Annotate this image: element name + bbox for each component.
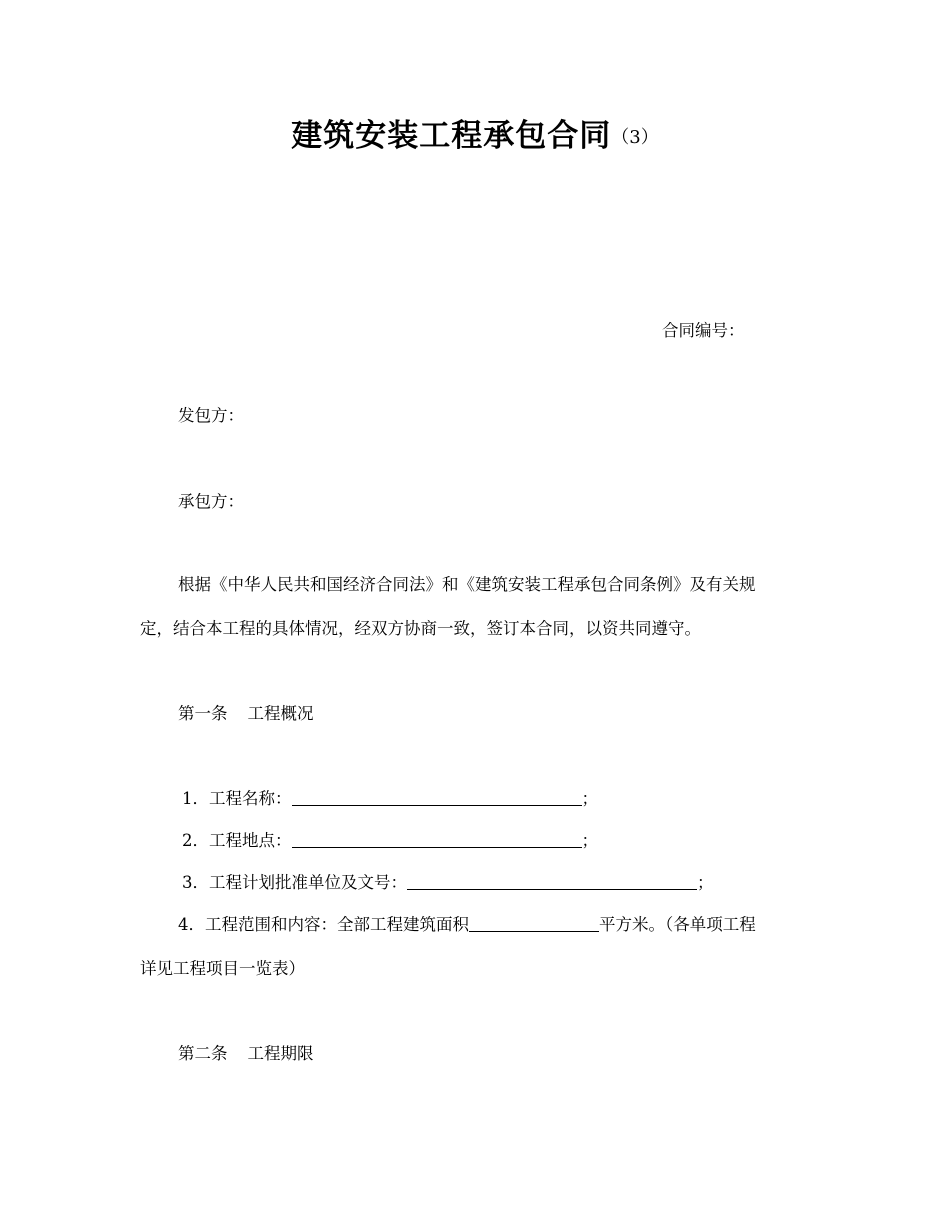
item-project-name <box>182 788 598 810</box>
item-2-end: ； <box>581 831 598 850</box>
preamble-line-1: 根据《中华人民共和国经济合同法》和《建筑安装工程承包合同条例》及有关规 <box>178 575 756 594</box>
article-2-heading <box>178 1043 314 1065</box>
article-1-heading <box>178 703 314 725</box>
item-4-label: 4．工程范围和内容：全部工程建筑面积 <box>178 915 469 934</box>
item-4-unit: 平方米。（各单项工程 <box>599 915 756 934</box>
item-1-end: ； <box>581 789 598 808</box>
title-main: 建筑安装工程承包合同 <box>291 118 612 154</box>
project-name-blank <box>292 788 582 806</box>
document-title <box>0 110 950 155</box>
approval-unit-blank <box>407 872 697 890</box>
item-project-scope-continued: 详见工程项目一览表） <box>140 959 305 978</box>
article-1-title: 工程概况 <box>247 704 314 723</box>
party-a-label: 发包方： <box>178 406 244 425</box>
preamble-line-2: 定，结合本工程的具体情况，经双方协商一致，签订本合同，以资共同遵守。 <box>140 619 701 638</box>
project-location-blank <box>292 830 582 848</box>
party-b-label: 承包方： <box>178 492 244 511</box>
title-suffix: （3） <box>611 127 659 148</box>
item-project-scope <box>178 914 756 936</box>
item-2-label: 2．工程地点： <box>182 831 292 850</box>
item-1-label: 1．工程名称： <box>182 789 292 808</box>
article-2-number: 第二条 <box>178 1044 228 1063</box>
article-1-number: 第一条 <box>178 704 228 723</box>
item-3-end: ； <box>697 873 714 892</box>
contract-number-label: 合同编号： <box>662 321 745 340</box>
item-project-location <box>182 830 598 852</box>
item-approval-unit <box>182 872 714 894</box>
article-2-title: 工程期限 <box>247 1044 314 1063</box>
building-area-blank <box>469 914 599 932</box>
item-3-label: 3．工程计划批准单位及文号： <box>182 873 407 892</box>
